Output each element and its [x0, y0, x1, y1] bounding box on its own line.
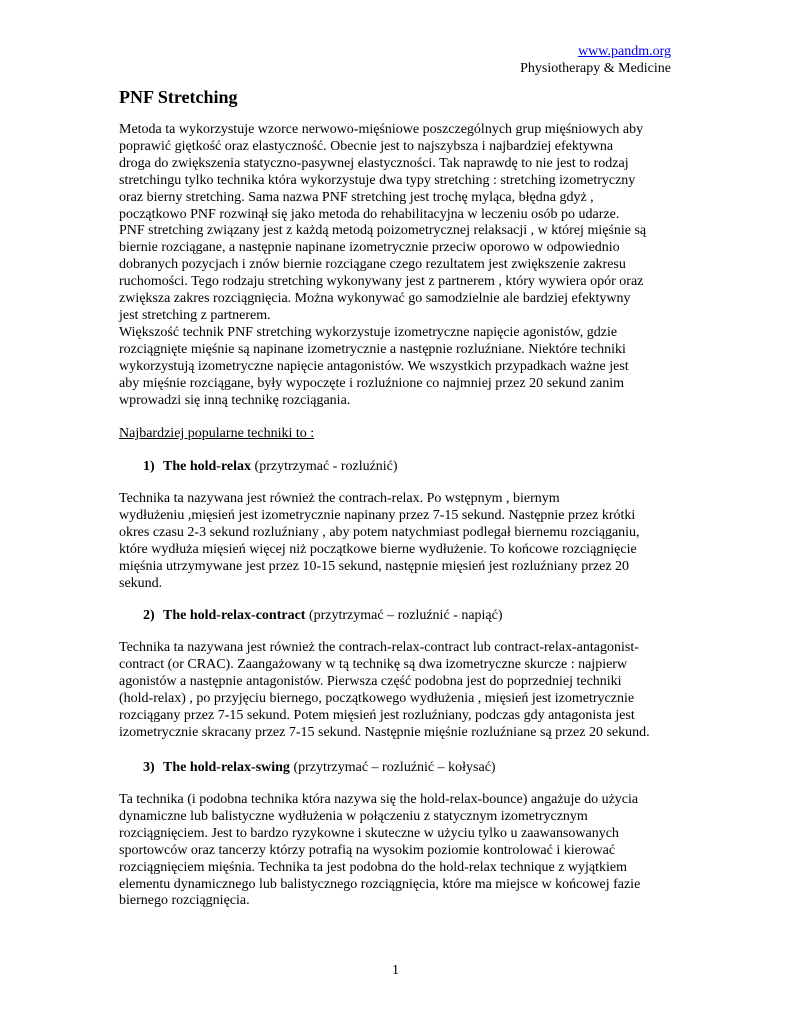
technique-number: 2) — [143, 608, 155, 623]
text-line: dobranych pozycjach i znów biernie rozciągane czego rezultatem jest zwiększenie zakresu — [119, 257, 626, 273]
page-header — [520, 43, 671, 77]
text-line: rozciągnięciem. Jest to bardzo ryzykowne i skuteczne w użyciu tylko u zaawansowanych — [119, 825, 619, 841]
technique-number: 1) — [143, 459, 155, 474]
technique-heading — [143, 458, 398, 475]
text-line: mięśnia utrzymywane jest przez 10-15 sekund, następnie mięsień jest rozluźniany przez 20 — [119, 558, 630, 574]
technique-heading — [143, 607, 503, 624]
text-line: contract (or CRAC). Zaangażowany w tą technikę są dwa izometryczne skurcze : najpierw — [119, 656, 628, 672]
text-line: PNF stretching związany jest z każdą metodą poizometrycznej relaksacji , w której mięśnie są — [119, 223, 647, 239]
text-line: jest stretching z partnerem. — [119, 307, 271, 323]
text-line: agonistów a następnie antagonistów. Pierwsza część podobna jest do poprzedniej techniki — [119, 673, 622, 689]
page-title: PNF Stretching — [119, 87, 238, 107]
text-line: ruchomości. Tego rodzaju stretching wykonywany jest z partnerem , który wywiera opór oraz — [119, 274, 644, 290]
site-link[interactable]: www.pandm.org — [578, 44, 671, 59]
page-number: 1 — [392, 963, 399, 978]
text-line: Ta technika (i podobna technika która nazywa się the hold-relax-bounce) angażuje do użycia — [119, 792, 639, 807]
text-line: (hold-relax) , po przyjęciu biernego, początkowego wydłużenia , mięsień jest izometrycznie — [119, 690, 635, 706]
text-line: początkowo PNF rozwinął się jako metoda do rehabilitacyjna w leczeniu osób po udarze. — [119, 206, 620, 222]
text-line: rozciągnięte mięśnie są napinane izometrycznie a następnie rozluźniane. Niektóre techniki — [119, 341, 626, 357]
text-line: sportowców oraz tancerzy którzy potrafią na wysokim poziomie kontrolować i kierować — [119, 842, 616, 858]
technique-name: The hold-relax-contract — [163, 608, 306, 623]
text-line: rozciągany przez 7-15 sekund. Potem mięsień jest rozluźniany, podczas gdy antagonista jest — [119, 707, 635, 723]
technique-description — [119, 640, 679, 741]
text-line: elementu dynamicznego lub balistycznego rozciągnięcia, które ma miejsce w końcowej fazie — [119, 876, 641, 892]
text-line: Większość technik PNF stretching wykorzystuje izometryczne napięcie agonistów, gdzie — [119, 324, 618, 340]
text-line: oraz bierny stretching. Sama nazwa PNF stretching jest trochę myląca, błędna gdyż , — [119, 189, 594, 205]
text-line: izometrycznie skracany przez 7-15 sekund. Następnie mięśnie rozluźniane są przez 20 sekund. — [119, 724, 650, 740]
text-line: zwiększa zakres rozciągnięcia. Można wykonywać go samodzielnie ale bardziej efektywny — [119, 291, 631, 307]
intro-paragraph — [119, 122, 679, 409]
text-line: biernie rozciągane, a następnie napinane izometrycznie przeciw oporowo w odpowiednio — [119, 240, 620, 256]
technique-number: 3) — [143, 760, 155, 775]
text-line: dynamiczne lub balistyczne wydłużenia w połączeniu z statycznym izometrycznym — [119, 808, 588, 824]
technique-translation: (przytrzymać - rozluźnić) — [251, 459, 398, 474]
text-line: sekund. — [119, 575, 163, 591]
technique-description — [119, 491, 679, 592]
text-line: poprawić giętkość oraz elastyczność. Obecnie jest to najszybsza i najbardziej efektywna — [119, 138, 614, 154]
text-line: aby mięśnie rozciągane, były wypoczęte i rozluźnione co najmniej przez 20 sekund zanim — [119, 375, 624, 391]
technique-heading — [143, 759, 496, 776]
header-subtitle: Physiotherapy & Medicine — [520, 61, 671, 76]
text-line: rozciągnięciem mięśnia. Technika ta jest podobna do the hold-relax technique z wyjątkiem — [119, 859, 628, 875]
text-line: wprowadzi się inną technikę rozciągania. — [119, 392, 351, 408]
technique-name: The hold-relax — [163, 459, 252, 474]
text-line: biernego rozciągnięcia. — [119, 893, 250, 909]
technique-description — [119, 792, 679, 910]
text-line: wydłużeniu ,mięsień jest izometrycznie napinany przez 7-15 sekund. Następnie przez krótki — [119, 507, 636, 523]
text-line: wykorzystują izometryczne napięcie antagonistów. We wszystkich przypadkach ważne jest — [119, 358, 629, 374]
technique-name: The hold-relax-swing — [163, 760, 290, 775]
technique-translation: (przytrzymać – rozluźnić – kołysać) — [289, 760, 496, 775]
text-line: Technika ta nazywana jest również the contrach-relax. Po wstępnym , biernym — [119, 491, 560, 506]
text-line: Technika ta nazywana jest również the contrach-relax-contract lub contract-relax-antagonist- — [119, 640, 639, 655]
text-line: okres czasu 2-3 sekund rozluźniany , aby potem natychmiast podlegał biernemu rozciąganiu, — [119, 524, 640, 540]
text-line: stretchingu tylko technika która wykorzystuje dwa typy stretching : stretching izometryczny — [119, 172, 636, 188]
text-line: które wydłuża mięsień więcej niż początkowe bierne wydłużenie. To końcowe rozciągnięcie — [119, 541, 637, 557]
text-line: droga do zwiększenia statyczno-pasywnej elastyczności. Tak naprawdę to nie jest to rodzaj — [119, 155, 629, 171]
technique-translation: (przytrzymać – rozluźnić - napiąć) — [305, 608, 503, 623]
popular-techniques-heading: Najbardziej popularne techniki to : — [119, 426, 315, 441]
text-line: Metoda ta wykorzystuje wzorce nerwowo-mięśniowe poszczególnych grup mięśniowych aby — [119, 122, 644, 137]
